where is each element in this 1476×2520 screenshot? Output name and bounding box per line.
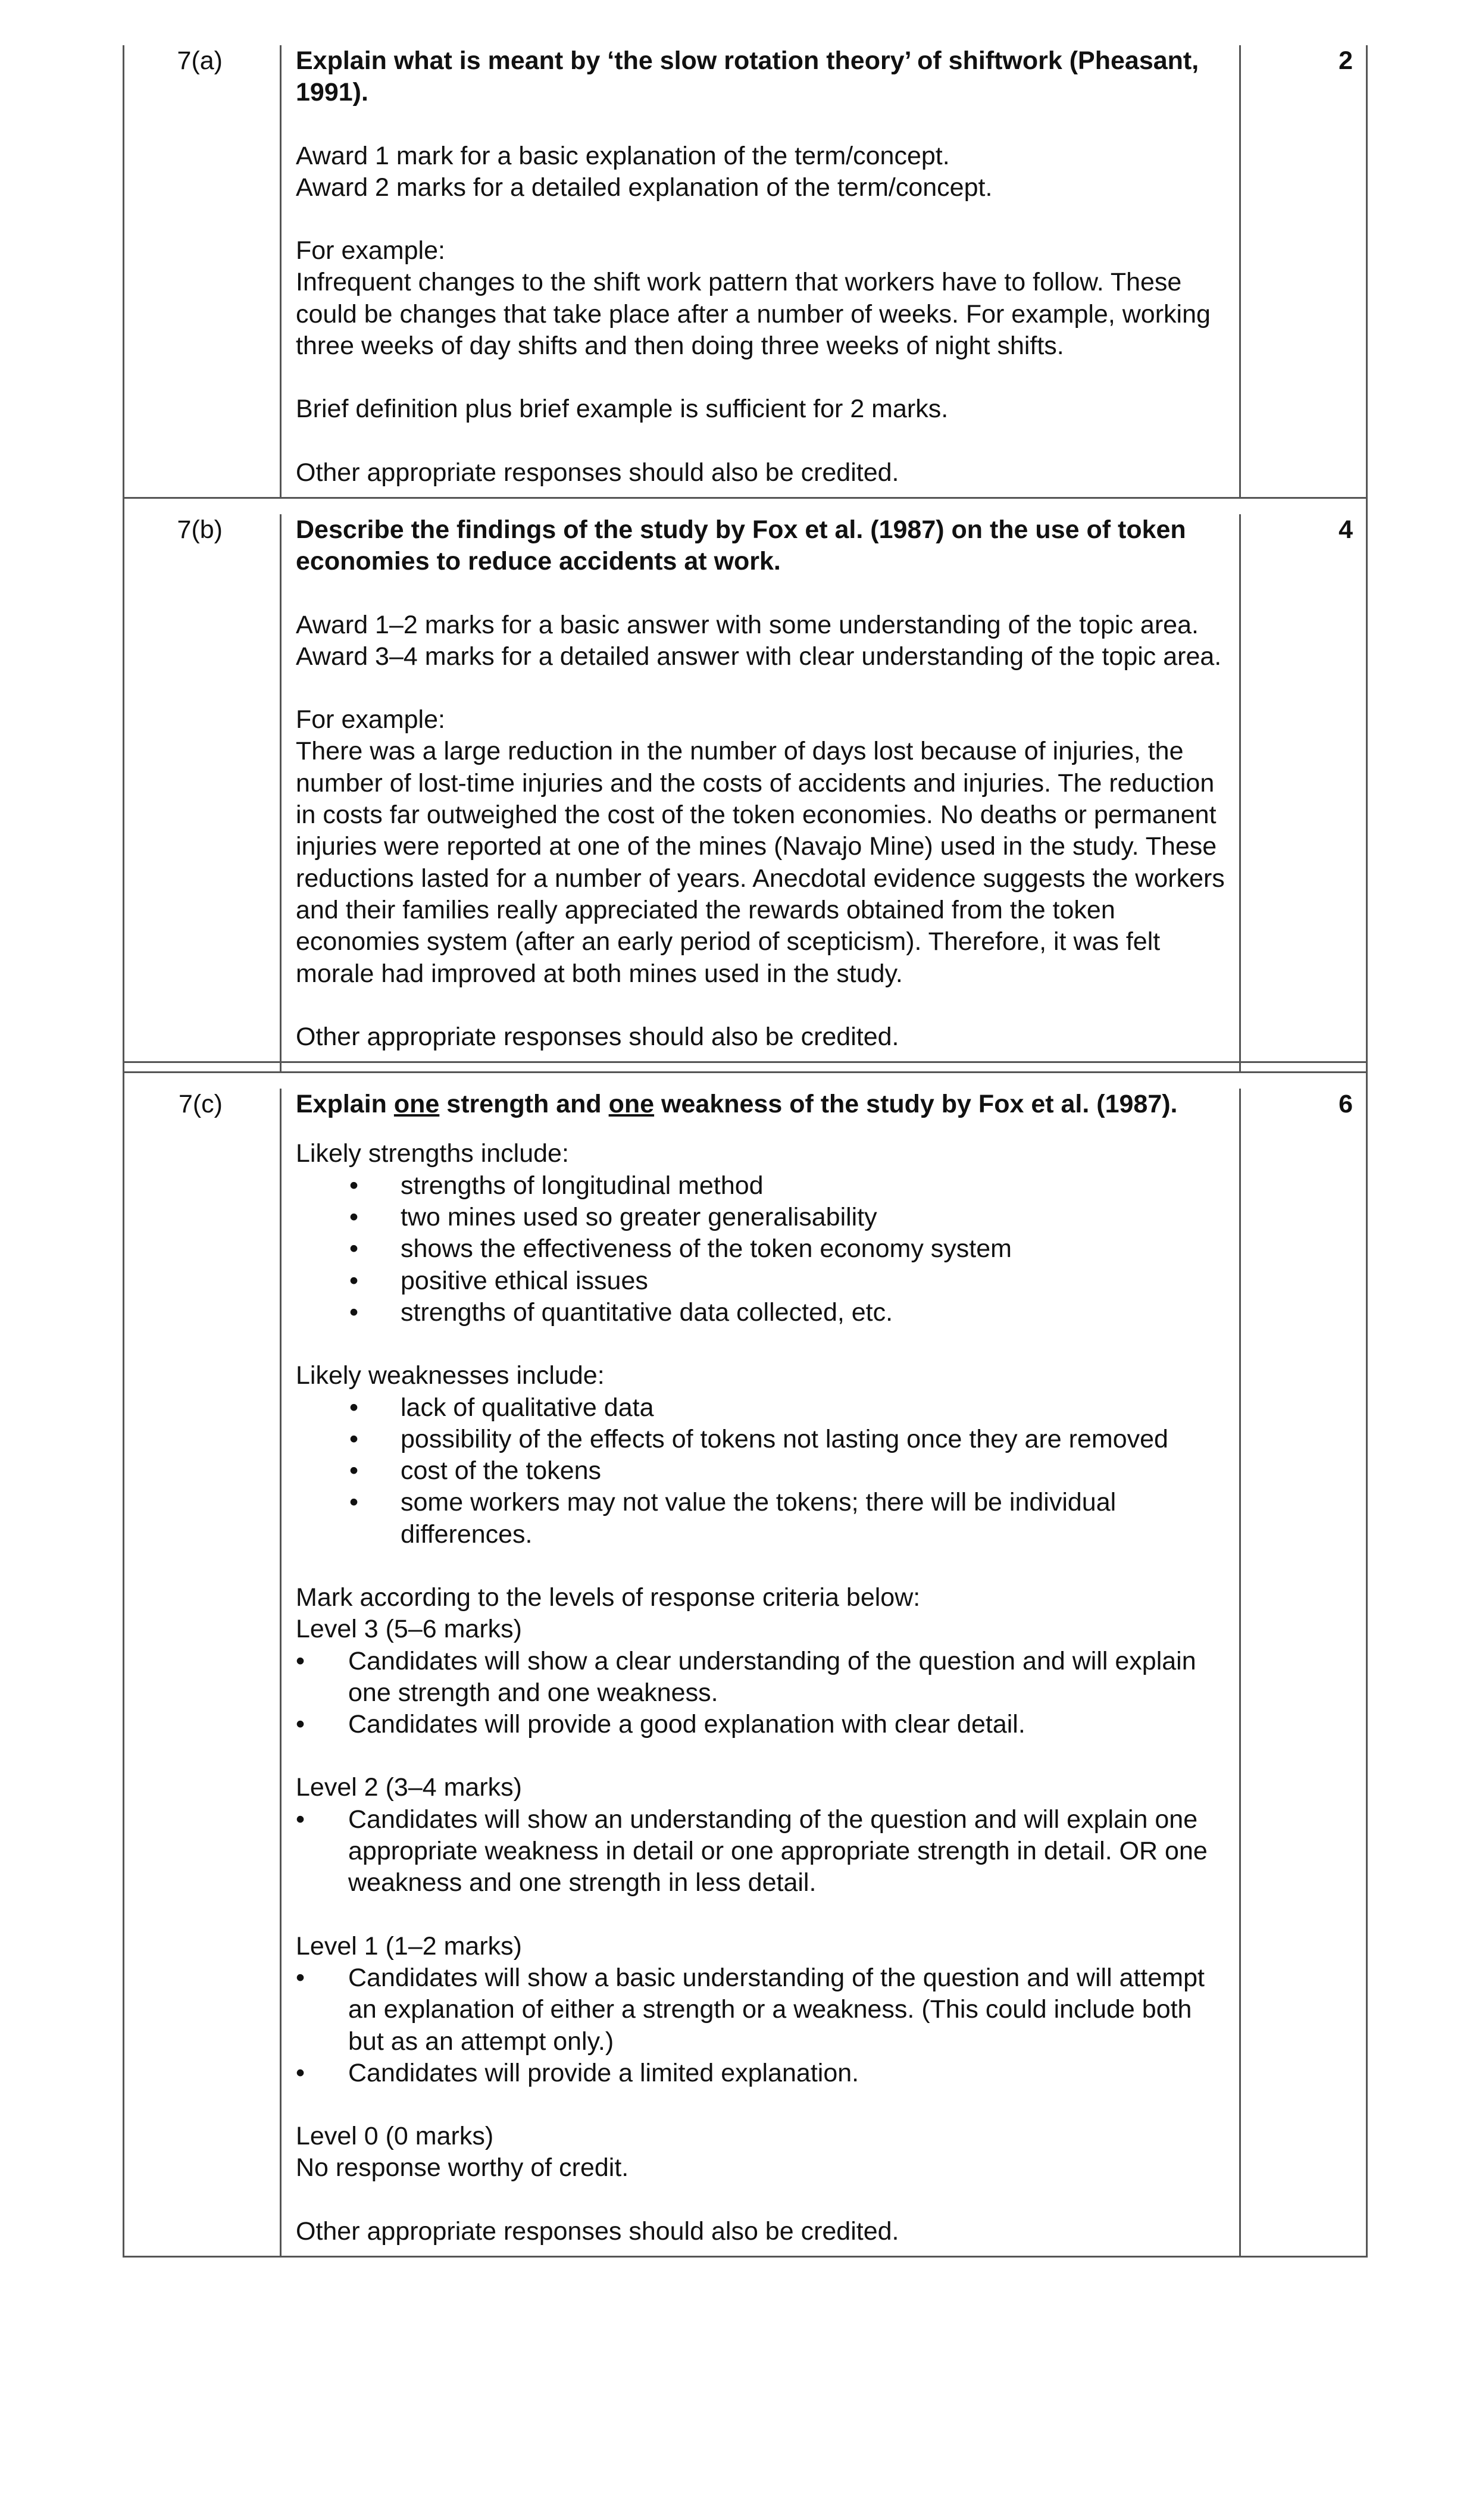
marks-cell — [1241, 1089, 1366, 2256]
answer-cell — [282, 514, 1241, 1061]
strengths-heading: Likely strengths include: — [296, 1139, 569, 1168]
marks-cell — [1241, 45, 1366, 497]
list-item: • shows the effectiveness of the token economy system — [401, 1233, 1225, 1265]
list-item: • possibility of the effects of tokens not lasting once they are removed — [401, 1424, 1225, 1455]
question-number: 7(a) — [177, 46, 223, 75]
list-item: • lack of qualitative data — [401, 1392, 1225, 1424]
award-line: Award 3–4 marks for a detailed answer with clear understanding of the topic area. — [296, 642, 1222, 671]
strengths-list — [296, 1170, 1225, 1328]
level-heading: Level 3 (5–6 marks) — [296, 1615, 522, 1644]
answer-cell — [282, 1089, 1241, 2256]
question-text: Explain what is meant by ‘the slow rotation theory’ of shiftwork (Pheasant, 1991). — [296, 46, 1199, 107]
other-responses-note: Other appropriate responses should also be credited. — [296, 458, 899, 487]
award-line: Award 2 marks for a detailed explanation of the term/concept. — [296, 173, 993, 202]
table-row — [124, 45, 1366, 499]
list-item: • strengths of longitudinal method — [401, 1170, 1225, 1202]
other-responses-note: Other appropriate responses should also be credited. — [296, 2216, 899, 2246]
row-divider — [124, 1061, 1366, 1073]
level-description: No response worthy of credit. — [296, 2153, 629, 2183]
level-heading: Level 1 (1–2 marks) — [296, 1931, 522, 1961]
list-item: • Candidates will provide a limited explanation. — [348, 2058, 1225, 2089]
weaknesses-list — [296, 1392, 1225, 1550]
question-text: Explain one strength and one weakness of the study by Fox et al. (1987). — [296, 1090, 1178, 1119]
level-heading: Level 2 (3–4 marks) — [296, 1773, 522, 1802]
list-item: • Candidates will show an understanding of the question and will explain one appropriate weakness in detail or one appropriate strength in detail. OR one weakness and one strength in less detail. — [348, 1804, 1225, 1899]
marks-value: 6 — [1339, 1090, 1353, 1119]
list-item: • positive ethical issues — [401, 1265, 1225, 1297]
other-responses-note: Other appropriate responses should also be credited. — [296, 1022, 899, 1051]
question-text: Describe the findings of the study by Fox et al. (1987) on the use of token economies to reduce accidents at work. — [296, 515, 1186, 576]
list-item: • Candidates will show a clear understanding of the question and will explain one strength and one weakness. — [348, 1646, 1225, 1709]
marks-cell — [1241, 514, 1366, 1061]
question-number: 7(b) — [177, 515, 223, 544]
level-criteria-list — [296, 1804, 1225, 1899]
question-number-cell — [124, 1089, 282, 2256]
list-item: • cost of the tokens — [401, 1455, 1225, 1487]
list-item: • Candidates will provide a good explanation with clear detail. — [348, 1709, 1225, 1740]
level-criteria-list — [296, 1646, 1225, 1741]
marks-value: 2 — [1339, 46, 1353, 75]
example-text: There was a large reduction in the number of days lost because of injuries, the number of lost-time injuries and the costs of accidents and injuries. The reduction in costs far outweighed the cost of the token economies. No deaths or permanent injuries were reported at one of the mines (Navajo Mine) used in the study. These reductions lasted for a number of years. Anecdotal evidence suggests the workers and their families really appreciated the rewards obtained from the token economies system (after an early period of scepticism). Therefore, it was felt morale had improved at both mines used in the study. — [296, 737, 1225, 988]
level-criteria-list — [296, 1962, 1225, 2089]
list-item: • two mines used so greater generalisability — [401, 1202, 1225, 1233]
guidance-note: Brief definition plus brief example is sufficient for 2 marks. — [296, 395, 949, 424]
list-item: • strengths of quantitative data collected, etc. — [401, 1297, 1225, 1328]
question-number-cell — [124, 514, 282, 1061]
level-heading: Level 0 (0 marks) — [296, 2122, 494, 2151]
answer-cell — [282, 45, 1241, 497]
question-number-cell — [124, 45, 282, 497]
table-row — [124, 499, 1366, 1061]
weaknesses-heading: Likely weaknesses include: — [296, 1361, 605, 1390]
example-heading: For example: — [296, 236, 445, 265]
marks-value: 4 — [1339, 515, 1353, 544]
example-text: Infrequent changes to the shift work pattern that workers have to follow. These could be changes that take place after a number of weeks. For example, working three weeks of day shifts and then doing three weeks of night shifts. — [296, 268, 1211, 361]
list-item: • Candidates will show a basic understanding of the question and will attempt an explanation of either a strength or a weakness. (This could include both but as an attempt only.) — [348, 1962, 1225, 2058]
award-line: Award 1–2 marks for a basic answer with some understanding of the topic area. — [296, 610, 1199, 639]
criteria-heading: Mark according to the levels of response criteria below: — [296, 1583, 921, 1612]
award-line: Award 1 mark for a basic explanation of the term/concept. — [296, 141, 950, 170]
question-number: 7(c) — [178, 1090, 223, 1119]
mark-scheme-table — [123, 45, 1368, 2258]
example-heading: For example: — [296, 705, 445, 734]
table-row — [124, 1073, 1366, 2258]
list-item: • some workers may not value the tokens; there will be individual differences. — [401, 1487, 1225, 1550]
